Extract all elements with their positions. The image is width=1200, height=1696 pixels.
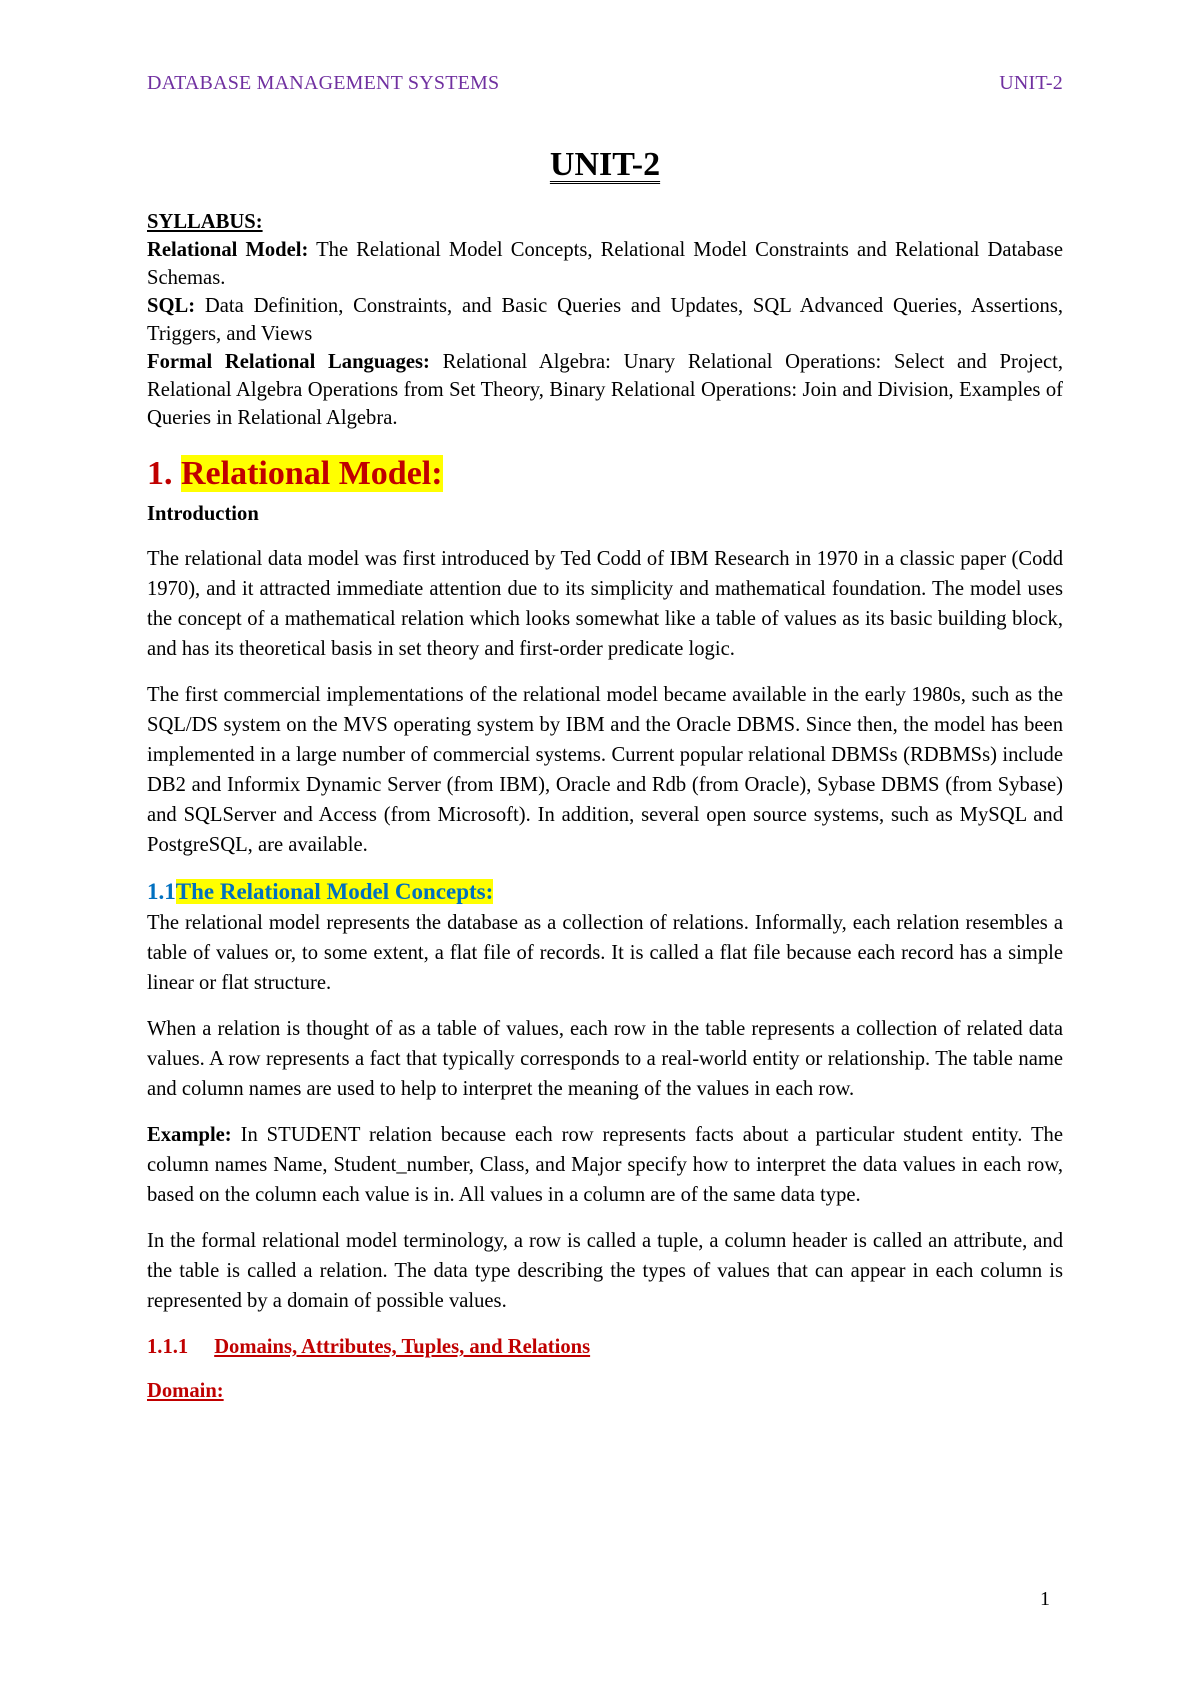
document-body bbox=[147, 208, 1063, 1406]
section-title: Relational Model: bbox=[181, 455, 443, 492]
subsubsection-title: Domains, Attributes, Tuples, and Relations bbox=[214, 1336, 591, 1358]
subsubsection-heading-domains bbox=[147, 1332, 1063, 1362]
syllabus-item-relational-model bbox=[147, 236, 1063, 292]
subsection-heading-model-concepts bbox=[147, 876, 1063, 908]
domain-label: Domain: bbox=[147, 1380, 224, 1402]
syllabus-text: Relational Algebra: Unary Relational Operations: Select and Project, Relational Algebra Operations from Set Theory, Binary Relational Operations: Join and Division, Examples of Queries in Relational Algebra. bbox=[147, 351, 1063, 429]
syllabus-item-formal-languages bbox=[147, 348, 1063, 432]
paragraph: The relational model represents the database as a collection of relations. Informally, each relation resembles a table of values or, to some extent, a flat file of records. It is called a flat file because each record has a simple linear or flat structure. bbox=[147, 912, 1063, 994]
syllabus-term: SQL: bbox=[147, 295, 196, 317]
paragraph: When a relation is thought of as a table of values, each row in the table represents a collection of related data values. A row represents a fact that typically corresponds to a real-world entity or relationship. The table name and column names are used to help to interpret the meaning of the values in each row. bbox=[147, 1018, 1063, 1100]
paragraph: In the formal relational model terminology, a row is called a tuple, a column header is called an attribute, and the table is called a relation. The data type describing the types of values that can appear in each column is represented by a domain of possible values. bbox=[147, 1230, 1063, 1312]
example-paragraph bbox=[147, 1120, 1063, 1210]
page-title-text: UNIT-2 bbox=[549, 146, 661, 183]
section-number: 1. bbox=[147, 455, 173, 492]
paragraph: The relational data model was first introduced by Ted Codd of IBM Research in 1970 in a classic paper (Codd 1970), and it attracted immediate attention due to its simplicity and mathematical foundation. The model uses the concept of a mathematical relation which looks somewhat like a table of values as its basic building block, and has its theoretical basis in set theory and first-order predicate logic. bbox=[147, 548, 1063, 660]
syllabus-term: Formal Relational Languages: bbox=[147, 351, 430, 373]
subsection-number: 1.1 bbox=[147, 879, 176, 904]
page-number: 1 bbox=[1040, 1588, 1050, 1610]
syllabus-label: SYLLABUS: bbox=[147, 211, 263, 233]
example-text: In STUDENT relation because each row represents facts about a particular student entity. The column names Name, Student_number, Class, and Major specify how to interpret the data values in each row, based on the column each value is in. All values in a column are of the same data type. bbox=[147, 1124, 1063, 1206]
example-label: Example: bbox=[147, 1124, 232, 1146]
header-unit: UNIT-2 bbox=[999, 72, 1063, 94]
syllabus-item-sql bbox=[147, 292, 1063, 348]
subsection-title: The Relational Model Concepts: bbox=[175, 879, 494, 904]
introduction-label: Introduction bbox=[147, 503, 259, 525]
header-course-title: DATABASE MANAGEMENT SYSTEMS bbox=[147, 72, 500, 94]
syllabus-text: The Relational Model Concepts, Relational Model Constraints and Relational Database Schemas. bbox=[147, 239, 1064, 289]
page-title bbox=[147, 146, 1063, 184]
subsubsection-number: 1.1.1 bbox=[147, 1336, 189, 1358]
syllabus-term: Relational Model: bbox=[147, 239, 309, 261]
syllabus-text: Data Definition, Constraints, and Basic Queries and Updates, SQL Advanced Queries, Assertions, Triggers, and Views bbox=[147, 295, 1063, 345]
running-header bbox=[147, 72, 1063, 95]
paragraph: The first commercial implementations of the relational model became available in the early 1980s, such as the SQL/DS system on the MVS operating system by IBM and the Oracle DBMS. Since then, the model has been implemented in a large number of commercial systems. Current popular relational DBMSs (RDBMSs) include DB2 and Informix Dynamic Server (from IBM), Oracle and Rdb (from Oracle), Sybase DBMS (from Sybase) and SQLServer and Access (from Microsoft). In addition, several open source systems, such as MySQL and PostgreSQL, are available. bbox=[147, 684, 1063, 856]
section-heading-relational-model bbox=[147, 452, 1063, 496]
